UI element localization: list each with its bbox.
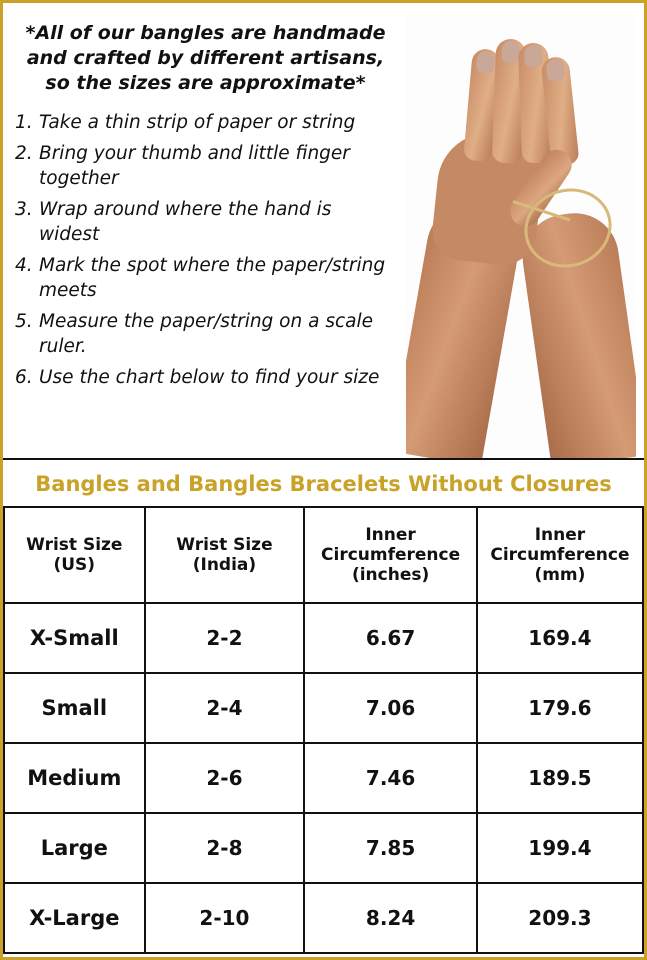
cell-wrist-size-us: X-Large (4, 883, 145, 953)
cell-wrist-size-us: Medium (4, 743, 145, 813)
cell-wrist-size-india: 2-6 (145, 743, 305, 813)
cell-inner-circumference-mm: 169.4 (477, 603, 643, 673)
header-line: Inner (365, 524, 416, 545)
header-line: Circumference (321, 544, 461, 565)
header-line: Wrist Size (176, 534, 273, 555)
hands-measuring-photo (406, 13, 636, 458)
step-text: Measure the paper/string on a scale ruler. (39, 310, 373, 358)
size-chart-section (3, 458, 644, 954)
cell-inner-circumference-mm: 189.5 (477, 743, 643, 813)
step-number: 3. (15, 198, 33, 220)
headline-note: *All of our bangles are handmade and crafted by different artisans, so the sizes are approximate* (25, 22, 386, 95)
header-line: (inches) (351, 565, 430, 586)
fingernail-shape (524, 45, 543, 68)
step-text: Mark the spot where the paper/string meets (39, 254, 386, 302)
cell-wrist-size-us: X-Small (4, 603, 145, 673)
cell-inner-circumference-inches: 8.24 (304, 883, 477, 953)
instructions-panel (3, 3, 406, 458)
column-header-wrist-size-us (4, 507, 145, 603)
list-item (15, 141, 396, 192)
header-line: (US) (53, 555, 96, 575)
size-chart-table (3, 506, 644, 954)
fingernail-shape (476, 50, 496, 73)
step-text: Wrap around where the hand is widest (39, 198, 332, 246)
header-line: Inner (534, 524, 586, 545)
table-title: Bangles and Bangles Bracelets Without Closures (35, 472, 612, 496)
cell-inner-circumference-mm: 199.4 (477, 813, 643, 883)
cell-inner-circumference-inches: 7.06 (304, 673, 477, 743)
cell-inner-circumference-inches: 7.46 (304, 743, 477, 813)
cell-wrist-size-india: 2-2 (145, 603, 305, 673)
step-number: 6. (15, 366, 33, 388)
table-head (4, 507, 643, 603)
table-row (4, 813, 643, 883)
column-header-wrist-size-india (145, 507, 305, 603)
cell-inner-circumference-inches: 7.85 (304, 813, 477, 883)
photo-canvas (406, 13, 636, 458)
list-item (15, 110, 396, 136)
header-line: (mm) (534, 565, 586, 586)
step-text: Bring your thumb and little finger together (39, 142, 350, 190)
step-number: 1. (15, 112, 33, 134)
header-line: Wrist Size (26, 534, 123, 555)
column-header-inner-circumference-mm (477, 507, 643, 603)
list-item (15, 197, 396, 248)
table-body (4, 603, 643, 953)
step-text: Use the chart below to find your size (39, 366, 380, 388)
step-number: 5. (15, 310, 33, 332)
header-line: (India) (192, 555, 257, 575)
header-line: Circumference (490, 544, 630, 565)
fingernail-shape (501, 41, 520, 64)
cell-inner-circumference-mm: 209.3 (477, 883, 643, 953)
table-header-row (4, 507, 643, 603)
table-row (4, 673, 643, 743)
step-number: 4. (15, 254, 33, 276)
table-row (4, 743, 643, 813)
list-item (15, 309, 396, 360)
top-section (3, 3, 644, 458)
list-item (15, 253, 396, 304)
cell-wrist-size-india: 2-4 (145, 673, 305, 743)
cell-wrist-size-us: Small (4, 673, 145, 743)
cell-inner-circumference-mm: 179.6 (477, 673, 643, 743)
table-row (4, 883, 643, 953)
step-number: 2. (15, 142, 33, 164)
step-text: Take a thin strip of paper or string (39, 112, 356, 134)
cell-wrist-size-us: Large (4, 813, 145, 883)
list-item (15, 365, 396, 391)
cell-wrist-size-india: 2-8 (145, 813, 305, 883)
steps-list (15, 110, 396, 390)
cell-wrist-size-india: 2-10 (145, 883, 305, 953)
cell-inner-circumference-inches: 6.67 (304, 603, 477, 673)
table-row (4, 603, 643, 673)
column-header-inner-circumference-inches (304, 507, 477, 603)
fingernail-shape (546, 58, 566, 82)
